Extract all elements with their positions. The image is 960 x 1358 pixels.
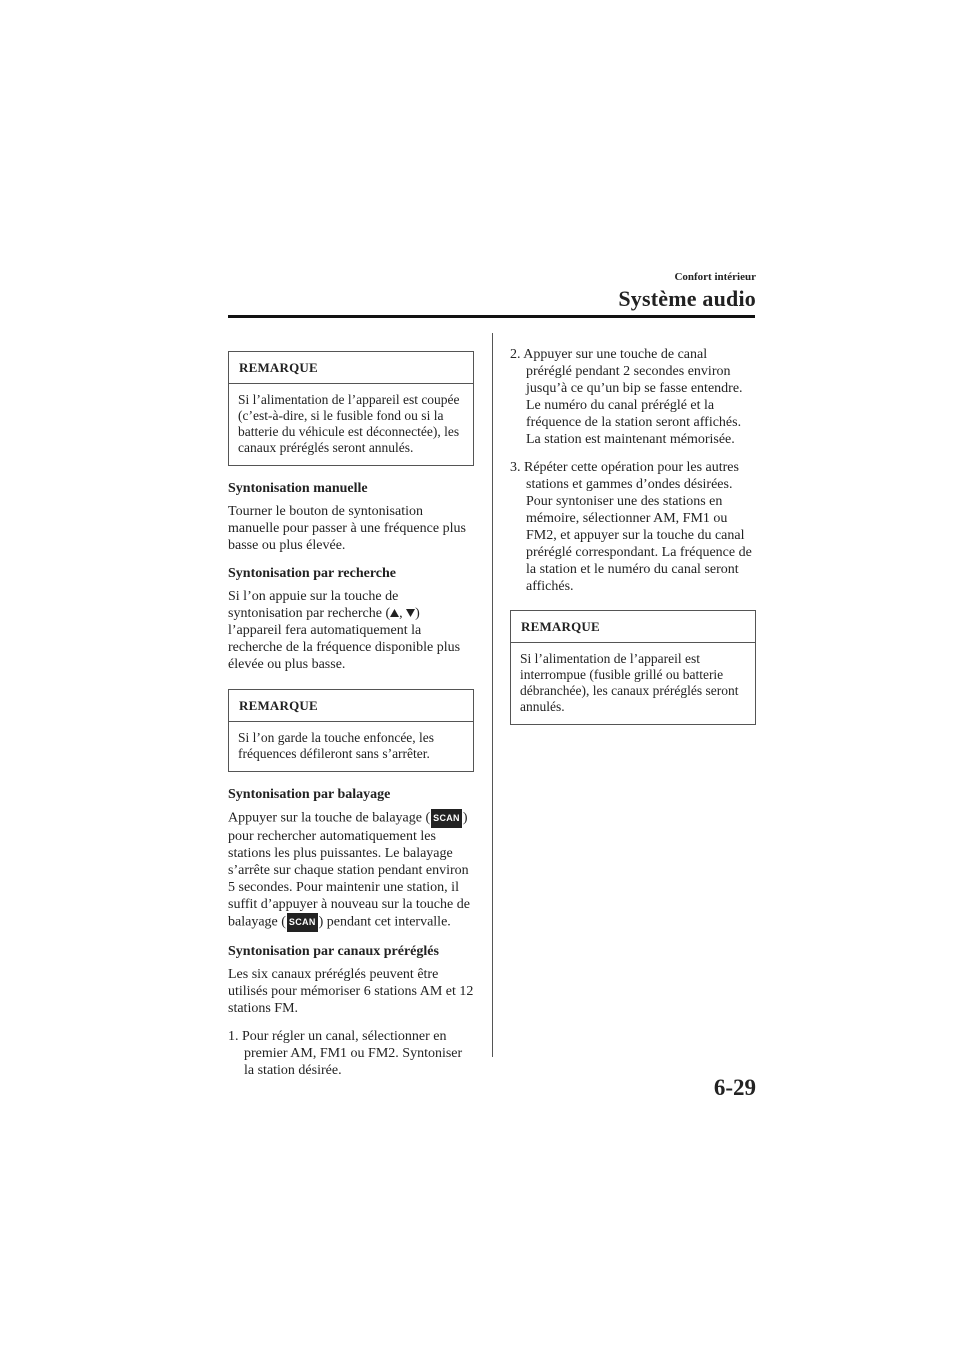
right-column (510, 346, 756, 739)
paragraph-scan-tuning (228, 809, 474, 932)
page-number: 6-29 (713, 1075, 756, 1100)
note-box-power-off (228, 351, 474, 466)
list-item-step-2: 2. Appuyer sur une touche de canal préréglé pendant 2 secondes environ jusqu’à ce qu’un bip se fasse entendre. Le numéro du canal préréglé et la fréquence de la station seront affichés. La station est maintenant mémorisée. (510, 347, 743, 447)
page-title: Système audio (618, 286, 756, 311)
scan-text-a: Appuyer sur la touche de balayage ( (228, 810, 431, 826)
note-text: Si l’alimentation de l’appareil est coupée (c’est-à-dire, si le fusible fond ou si la batterie du véhicule est déconnectée), les canaux préréglés seront annulés. (238, 392, 460, 455)
list-item-step-3: 3. Répéter cette opération pour les autres stations et gammes d’ondes désirées. Pour syntoniser une des stations en mémoire, sélectionner AM, FM1 ou FM2, et appuyer sur la touche du canal préréglé correspondant. La fréquence de la station et le numéro du canal seront affichés. (510, 460, 752, 594)
down-triangle-icon (406, 607, 415, 621)
column-divider (492, 333, 493, 1057)
note-heading: REMARQUE (229, 690, 473, 722)
heading-manual-tuning: Syntonisation manuelle (228, 481, 368, 496)
up-triangle-icon (390, 607, 399, 621)
note-text: Si l’alimentation de l’appareil est interrompue (fusible grillé ou batterie débranchée), les canaux préréglés seront annulés. (520, 651, 739, 714)
scan-text-c: ) pendant cet intervalle. (318, 914, 451, 930)
note-text: Si l’on garde la touche enfoncée, les fréquences défileront sans s’arrêter. (238, 730, 435, 761)
scan-button-icon: SCAN (287, 913, 318, 932)
heading-scan-tuning: Syntonisation par balayage (228, 787, 391, 802)
header-rule (228, 315, 755, 318)
list-item-step-1: 1. Pour régler un canal, sélectionner en premier AM, FM1 ou FM2. Syntoniser la station désirée. (228, 1029, 463, 1078)
heading-seek-tuning: Syntonisation par recherche (228, 566, 397, 581)
seek-text-b: ) l’appareil fera automatiquement la recherche de la fréquence disponible plus élevée ou plus basse. (228, 606, 461, 672)
note-heading: REMARQUE (511, 611, 755, 643)
paragraph-preset-tuning: Les six canaux préréglés peuvent être utilisés pour mémoriser 6 stations AM et 12 stations FM. (228, 967, 474, 1016)
section-label: Confort intérieur (674, 271, 756, 283)
note-heading: REMARQUE (229, 352, 473, 384)
note-box-power-interrupted (510, 610, 756, 725)
scan-button-icon: SCAN (431, 809, 462, 828)
seek-separator: , (399, 606, 407, 621)
seek-text-a: Si l’on appuie sur la touche de syntonisation par recherche ( (228, 589, 399, 621)
heading-preset-tuning: Syntonisation par canaux préréglés (228, 944, 439, 959)
paragraph-seek-tuning (228, 588, 474, 673)
note-box-hold-key (228, 689, 474, 772)
left-column (228, 351, 474, 1090)
paragraph-manual-tuning: Tourner le bouton de syntonisation manuelle pour passer à une fréquence plus basse ou plus élevée. (228, 504, 466, 553)
scan-text-b: ) pour rechercher automatiquement les stations les plus puissantes. Le balayage s’arrête sur chaque station pendant environ 5 secondes. Pour maintenir une station, il suffit d’appuyer à nouveau sur la touche de balayage ( (228, 810, 470, 930)
